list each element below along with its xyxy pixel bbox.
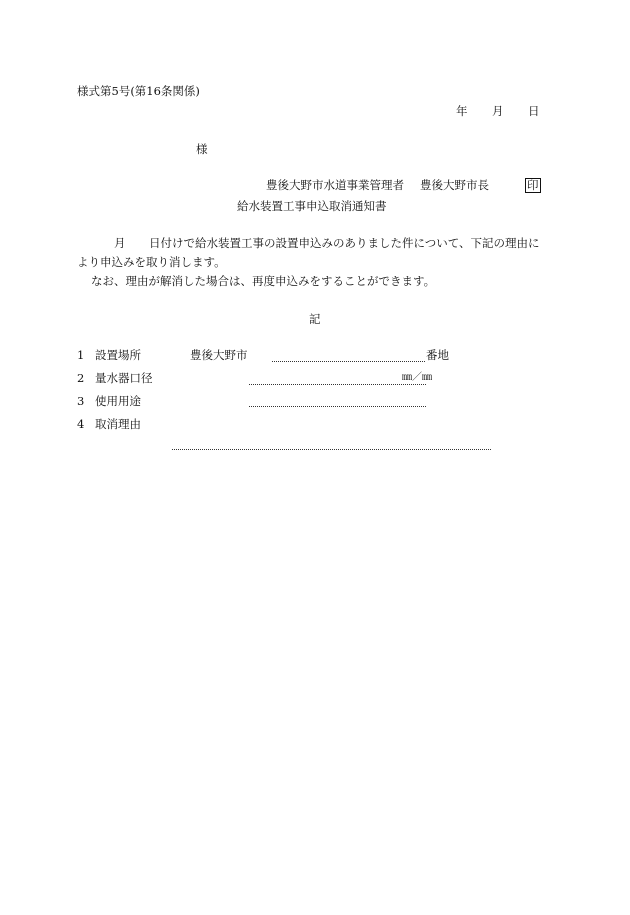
issuer-title: 豊後大野市水道事業管理者	[266, 178, 404, 192]
item-3-blank	[249, 406, 426, 407]
item-1-suffix: 番地	[426, 348, 449, 362]
date-day-label: 日	[528, 104, 540, 118]
item-2-suffix: ㎜／㎜	[402, 372, 432, 383]
item-3-number: 3	[77, 394, 85, 408]
item-2-label: 量水器口径	[95, 371, 153, 385]
ki-heading: 記	[309, 312, 321, 326]
body-month-label: 月	[114, 236, 126, 250]
date-year-label: 年	[456, 104, 468, 118]
seal-text: 印	[527, 178, 539, 192]
seal-mark	[525, 178, 541, 193]
item-4-number: 4	[77, 417, 85, 431]
issuer-name: 豊後大野市長	[420, 178, 489, 192]
date-month-label: 月	[492, 104, 504, 118]
item-4-blank	[172, 449, 491, 450]
addressee-suffix: 様	[196, 142, 208, 156]
item-2-number: 2	[77, 371, 85, 385]
body-line-2: より申込みを取り消します。	[77, 255, 226, 269]
item-2-blank	[249, 384, 426, 385]
item-1-blank	[272, 361, 425, 362]
item-1-prefix: 豊後大野市	[190, 348, 248, 362]
document-title: 給水装置工事申込取消通知書	[237, 199, 387, 213]
item-1-label: 設置場所	[95, 348, 141, 362]
item-3-label: 使用用途	[95, 394, 141, 408]
item-4-label: 取消理由	[95, 417, 141, 431]
body-line-1: 日付けで給水装置工事の設置申込みのありました件について、下記の理由に	[149, 236, 540, 250]
item-1-number: 1	[77, 348, 85, 362]
body-line-3: なお、理由が解消した場合は、再度申込みをすることができます。	[91, 274, 436, 288]
form-number: 様式第5号(第16条関係)	[77, 84, 200, 98]
